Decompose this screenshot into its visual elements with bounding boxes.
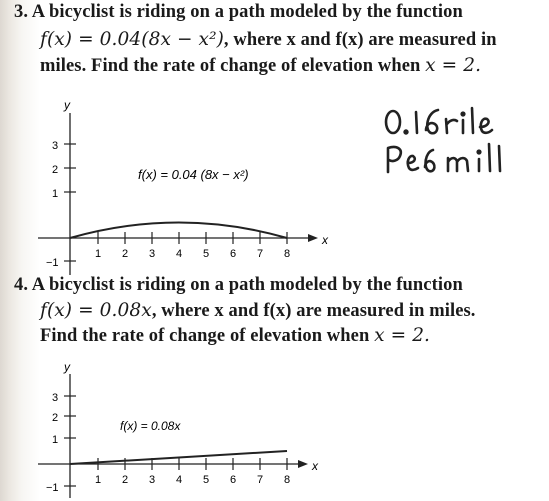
problem-3-function-label: f(x) = 0.04 (8x − x²) — [138, 167, 249, 182]
problem-3-x-arrow — [308, 234, 318, 242]
problem-3-text-2: , where x and f(x) are measured in — [223, 30, 497, 50]
problem-3-line-1 — [14, 2, 463, 23]
problem-3-y-tick-neg1: −1 — [46, 257, 59, 269]
problem-4-text-3: Find the rate of change of elevation when — [40, 326, 370, 346]
problem-4-x-arrow — [298, 460, 308, 468]
problem-3-x-tick-4: 4 — [176, 248, 183, 260]
problem-4-y-tick-1: 1 — [52, 434, 59, 446]
problem-4-function-label: f(x) = 0.08x — [120, 419, 181, 433]
problem-4-line-1 — [14, 275, 463, 296]
problem-4-y-tick-2: 2 — [52, 412, 59, 424]
problem-4-y-axis-label: y — [64, 360, 70, 374]
problem-3-x-tick-2: 2 — [122, 248, 129, 260]
problem-4-x-tick-6: 6 — [230, 474, 237, 486]
problem-3-y-tick-1: 1 — [52, 188, 59, 200]
problem-3-x-tick-3: 3 — [149, 248, 156, 260]
problem-3-x-axis-label: x — [322, 233, 328, 247]
problem-4-x-tick-1: 1 — [95, 474, 102, 486]
problem-3-text-3: miles. Find the rate of change of elevation when — [40, 56, 421, 76]
problem-3-x-tick-6: 6 — [230, 248, 237, 260]
problem-4-x-value: x = 2. — [374, 325, 431, 346]
problem-3-line-2 — [40, 29, 497, 51]
problem-4-x-tick-3: 3 — [149, 474, 156, 486]
problem-4-x-tick-2: 2 — [122, 474, 129, 486]
handwritten-answer — [383, 100, 549, 180]
problem-4-line-2 — [40, 300, 476, 322]
problem-3-y-axis-label: y — [64, 98, 70, 112]
problem-3-x-tick-1: 1 — [95, 248, 102, 260]
problem-3-y-tick-2: 2 — [52, 164, 59, 176]
problem-4-text-1: A bicyclist is riding on a path modeled by the function — [31, 275, 463, 295]
problem-4-y-tick-3: 3 — [52, 392, 59, 404]
problem-4-x-tick-5: 5 — [203, 474, 210, 486]
problem-4-y-tick-neg1: −1 — [46, 482, 59, 494]
problem-4-line-3 — [40, 325, 430, 347]
problem-3-number: 3. — [14, 2, 29, 22]
problem-3-line-3 — [40, 55, 481, 77]
problem-4-text-2: , where x and f(x) are measured in miles. — [151, 301, 476, 321]
problem-4-function: f(x) = 0.08x — [40, 300, 152, 321]
problem-4-x-tick-7: 7 — [257, 474, 264, 486]
problem-4-number: 4. — [14, 275, 29, 295]
problem-3-x-tick-8: 8 — [284, 248, 291, 260]
problem-3-y-tick-3: 3 — [52, 140, 59, 152]
problem-3-x-tick-7: 7 — [257, 248, 264, 260]
problem-3-x-tick-5: 5 — [203, 248, 210, 260]
problem-4-x-axis-label: x — [312, 459, 318, 473]
problem-3-function: f(x) = 0.04(8x − x²) — [40, 29, 224, 50]
problem-4-x-tick-8: 8 — [284, 474, 291, 486]
problem-3-text-1: A bicyclist is riding on a path modeled by the function — [31, 2, 463, 22]
problem-4-x-tick-4: 4 — [176, 474, 183, 486]
problem-3-graph — [30, 95, 340, 280]
problem-3-x-value: x = 2. — [425, 55, 482, 76]
problem-4-graph — [30, 360, 340, 500]
